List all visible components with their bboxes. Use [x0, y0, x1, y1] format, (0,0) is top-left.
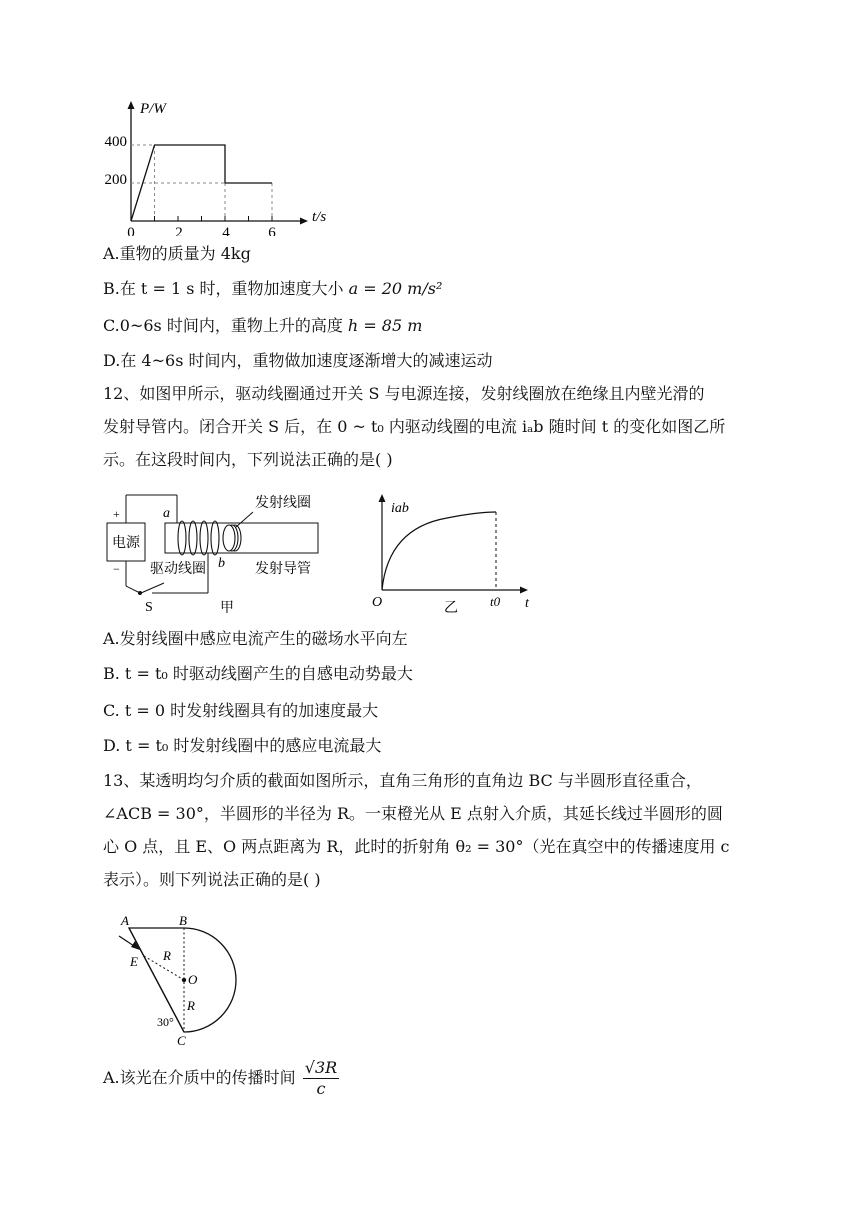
- label-a: A: [121, 913, 129, 928]
- q11-option-d: D.在 4~6s 时间内，重物做加速度逐渐增大的减速运动: [103, 351, 493, 370]
- minus-sign: −: [113, 562, 120, 576]
- q12-option-a: A.发射线圈中感应电流产生的磁场水平向左: [103, 629, 408, 648]
- y-tick-400: 400: [104, 134, 127, 150]
- fraction-denominator: c: [316, 1079, 326, 1098]
- figure-yi-graph: [362, 490, 542, 615]
- q11-option-b-text: B.在 t = 1 s 时，重物加速度大小: [103, 279, 344, 298]
- label-c: C: [177, 1033, 186, 1048]
- q12-stem-line-1: 12、如图甲所示，驱动线圈通过开关 S 与电源连接，发射线圈放在绝缘且内壁光滑的: [103, 384, 705, 403]
- q11-option-c-formula: h = 85 m: [347, 316, 423, 335]
- launch-coil-label: 发射线圈: [255, 496, 311, 511]
- power-time-chart: [98, 96, 348, 236]
- launch-coil-ring: [223, 525, 241, 551]
- drive-coil-label: 驱动线圈: [150, 562, 206, 577]
- center-o-dot: [182, 978, 186, 982]
- q13-option-a-fraction: [303, 1058, 339, 1099]
- power-source-label: 电源: [112, 536, 140, 551]
- origin-label: O: [372, 595, 383, 610]
- terminal-a-label: a: [163, 506, 170, 521]
- y-axis-label: P/W: [140, 101, 166, 117]
- q13-option-a: [103, 1058, 339, 1099]
- q12-stem-line-2: 发射导管内。闭合开关 S 后，在 0 ~ t₀ 内驱动线圈的电流 iₐb 随时间 t 的变化如图乙所: [103, 417, 726, 436]
- x-axis-label: t/s: [312, 209, 327, 225]
- prism-figure: [105, 908, 255, 1048]
- label-e: E: [130, 954, 138, 969]
- q11-option-b-formula: a = 20 m/s²: [348, 279, 443, 298]
- x-tick-4: 4: [222, 225, 230, 236]
- switch-label: S: [145, 600, 153, 615]
- q11-option-b: [103, 278, 442, 300]
- origin-tick: 0: [127, 225, 135, 236]
- plus-sign: +: [113, 507, 120, 521]
- q13-stem-line-1: 13、某透明均匀介质的截面如图所示，直角三角形的直角边 BC 与半圆形直径重合，: [103, 771, 702, 790]
- angle-label: 30°: [157, 1015, 174, 1029]
- q13-stem-line-2: ∠ACB = 30°，半圆形的半径为 R。一束橙光从 E 点射入介质，其延长线过半圆形的圆: [103, 804, 723, 823]
- q13-option-a-text: A.该光在介质中的传播时间: [103, 1068, 296, 1087]
- q12-option-d: D. t = t₀ 时发射线圈中的感应电流最大: [103, 736, 382, 755]
- q11-option-c: [103, 315, 422, 337]
- chart-ticks: [155, 216, 273, 221]
- terminal-b-label: b: [218, 556, 225, 571]
- x-tick-6: 6: [268, 225, 276, 236]
- q13-stem-line-4: 表示）。则下列说法正确的是( ): [103, 870, 321, 889]
- q13-stem-line-3: 心 O 点，且 E、O 两点距离为 R，此时的折射角 θ₂ = 30°（光在真空中的传播速度用 c: [103, 837, 730, 856]
- figure-yi-caption: 乙: [444, 601, 458, 615]
- q12-stem-line-3: 示。在这段时间内，下列说法正确的是( ): [103, 450, 393, 469]
- x-tick-2: 2: [175, 225, 183, 236]
- fraction-numerator: √3R: [304, 1058, 338, 1077]
- y-axis-label-iab: iab: [391, 501, 409, 516]
- drive-coil-windings: [178, 521, 219, 555]
- label-o: O: [188, 972, 198, 987]
- q12-option-b: B. t = t₀ 时驱动线圈产生的自感电动势最大: [103, 664, 413, 683]
- label-b: B: [179, 913, 187, 928]
- launch-tube-label: 发射导管: [255, 562, 311, 577]
- label-r-lower: R: [187, 998, 195, 1013]
- current-curve: [382, 512, 496, 590]
- switch-blade: [141, 583, 164, 593]
- q12-option-c: C. t = 0 时发射线圈具有的加速度最大: [103, 701, 379, 720]
- t0-label: t0: [490, 594, 501, 609]
- label-r-upper: R: [163, 948, 171, 963]
- q11-option-a: A.重物的质量为 4kg: [103, 244, 251, 263]
- y-tick-200: 200: [104, 172, 127, 188]
- figure-jia-caption: 甲: [220, 601, 234, 615]
- figure-jia-circuit: [100, 485, 335, 615]
- x-axis-label-t: t: [525, 596, 529, 611]
- q11-option-c-text: C.0~6s 时间内，重物上升的高度: [103, 316, 343, 335]
- power-series-line: [131, 145, 272, 221]
